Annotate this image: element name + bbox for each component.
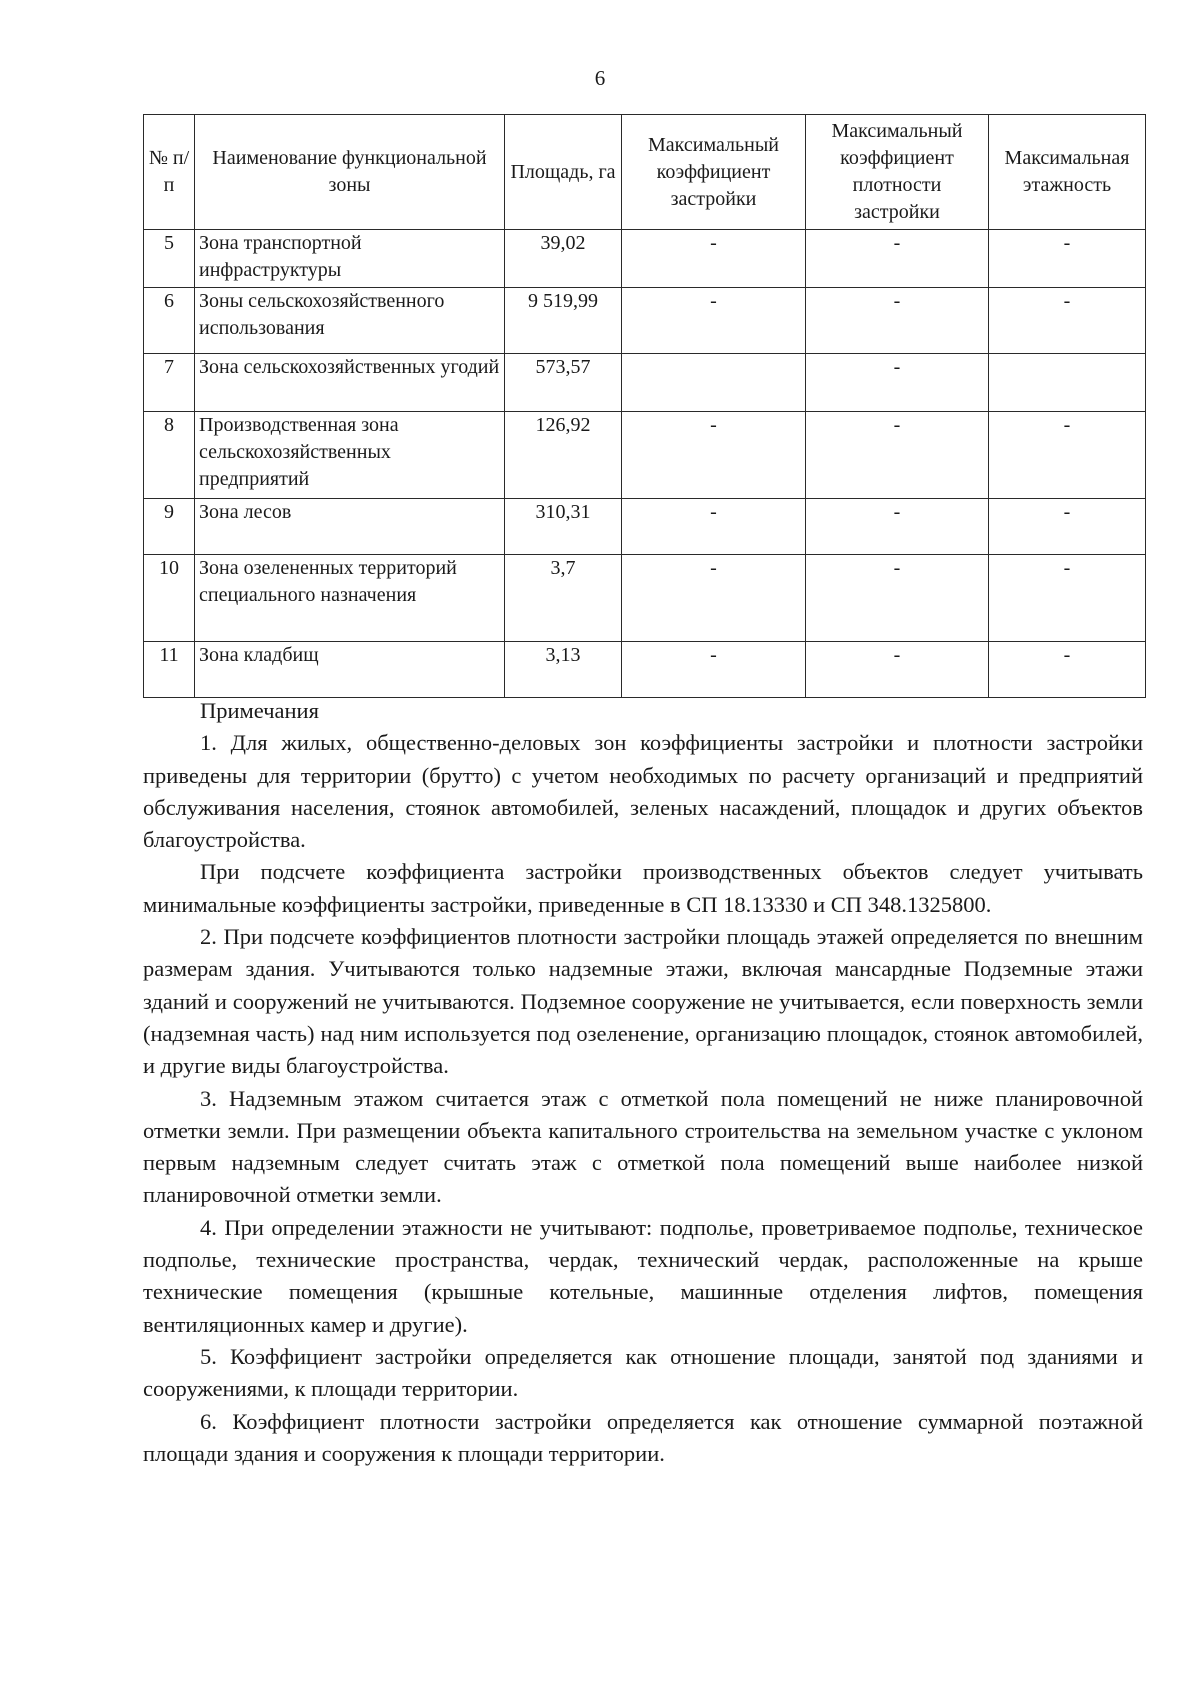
table-row (144, 499, 1146, 555)
note-paragraph: 2. При подсчете коэффициентов плотности застройки площадь этажей определяется по внешним размерам здания. Учитываются только надземные этажи, включая мансардные Подземные этажи зданий и сооружений не учитываются. Подземное сооружение не учитывается, если поверхность земли (надземная часть) над ним используется под озеленение, организацию площадок, стоянок автомобилей, и другие виды благоустройства. (143, 924, 1143, 1079)
row-number: 6 (144, 288, 195, 354)
row-number: 7 (144, 354, 195, 412)
zone-coverage (622, 354, 806, 412)
header-area: Площадь, га (505, 115, 622, 230)
row-number: 10 (144, 555, 195, 642)
zone-name: Зоны сельскохозяйственного использования (195, 288, 505, 354)
zone-density: - (806, 642, 989, 698)
zone-name: Зона озелененных территорий специального назначения (195, 555, 505, 642)
notes-section (143, 695, 1143, 1470)
zone-area: 3,7 (505, 555, 622, 642)
zone-density: - (806, 230, 989, 288)
table-row (144, 642, 1146, 698)
note-paragraph: 3. Надземным этажом считается этаж с отметкой пола помещений не ниже планировочной отметки земли. При размещении объекта капитального строительства на земельном участке с уклоном первым надземным следует считать этаж с отметкой пола помещений выше наиболее низкой планировочной отметки земли. (143, 1085, 1143, 1208)
header-max-density: Максимальный коэффициент плотности застройки (806, 115, 989, 230)
zone-coverage: - (622, 288, 806, 354)
header-number: № п/п (144, 115, 195, 230)
zone-floors: - (989, 288, 1146, 354)
zone-coverage: - (622, 230, 806, 288)
zone-name: Зона лесов (195, 499, 505, 555)
zone-density: - (806, 499, 989, 555)
table-row (144, 230, 1146, 288)
row-number: 8 (144, 412, 195, 499)
note-paragraph: 1. Для жилых, общественно-деловых зон коэффициенты застройки и плотности застройки приведены для территории (брутто) с учетом необходимых по расчету организаций и предприятий обслуживания населения, стоянок автомобилей, зеленых насаждений, площадок и других объектов благоустройства. (143, 730, 1143, 853)
header-max-floors: Максимальная этажность (989, 115, 1146, 230)
zone-coverage: - (622, 499, 806, 555)
notes-title: Примечания (200, 698, 319, 723)
zone-coverage: - (622, 412, 806, 499)
header-zone-name: Наименование функциональной зоны (195, 115, 505, 230)
header-max-coverage: Максимальный коэффициент застройки (622, 115, 806, 230)
zone-name: Зона сельскохозяйственных угодий (195, 354, 505, 412)
zone-area: 126,92 (505, 412, 622, 499)
zones-table (143, 114, 1146, 698)
page-number: 6 (594, 66, 606, 90)
zone-density: - (806, 354, 989, 412)
zone-name: Зона транспортной инфраструктуры (195, 230, 505, 288)
zone-coverage: - (622, 642, 806, 698)
table-row (144, 354, 1146, 412)
zone-floors: - (989, 555, 1146, 642)
table-row (144, 288, 1146, 354)
zone-floors: - (989, 230, 1146, 288)
zone-area: 39,02 (505, 230, 622, 288)
zone-coverage: - (622, 555, 806, 642)
table-row (144, 412, 1146, 499)
zone-name: Производственная зона сельскохозяйственных предприятий (195, 412, 505, 499)
row-number: 5 (144, 230, 195, 288)
table-row (144, 555, 1146, 642)
note-paragraph: 4. При определении этажности не учитывают: подполье, проветриваемое подполье, техническое подполье, технические пространства, чердак, технический чердак, расположенные на крыше технические помещения (крышные котельные, машинные отделения лифтов, помещения вентиляционных камер и другие). (143, 1214, 1143, 1337)
zone-area: 3,13 (505, 642, 622, 698)
zone-floors: - (989, 412, 1146, 499)
zone-density: - (806, 412, 989, 499)
zone-area: 573,57 (505, 354, 622, 412)
note-paragraph: 5. Коэффициент застройки определяется как отношение площади, занятой под зданиями и сооружениями, к площади территории. (143, 1343, 1143, 1402)
zone-floors: - (989, 642, 1146, 698)
zone-density: - (806, 555, 989, 642)
zone-floors (989, 354, 1146, 412)
row-number: 9 (144, 499, 195, 555)
zone-area: 9 519,99 (505, 288, 622, 354)
table-header-row (144, 115, 1146, 230)
zone-density: - (806, 288, 989, 354)
zone-area: 310,31 (505, 499, 622, 555)
zone-floors: - (989, 499, 1146, 555)
note-paragraph: При подсчете коэффициента застройки производственных объектов следует учитывать минимальные коэффициенты застройки, приведенные в СП 18.13330 и СП 348.1325800. (143, 859, 1143, 917)
note-paragraph: 6. Коэффициент плотности застройки определяется как отношение суммарной поэтажной площади здания и сооружения к площади территории. (143, 1408, 1143, 1466)
zone-name: Зона кладбищ (195, 642, 505, 698)
row-number: 11 (144, 642, 195, 698)
